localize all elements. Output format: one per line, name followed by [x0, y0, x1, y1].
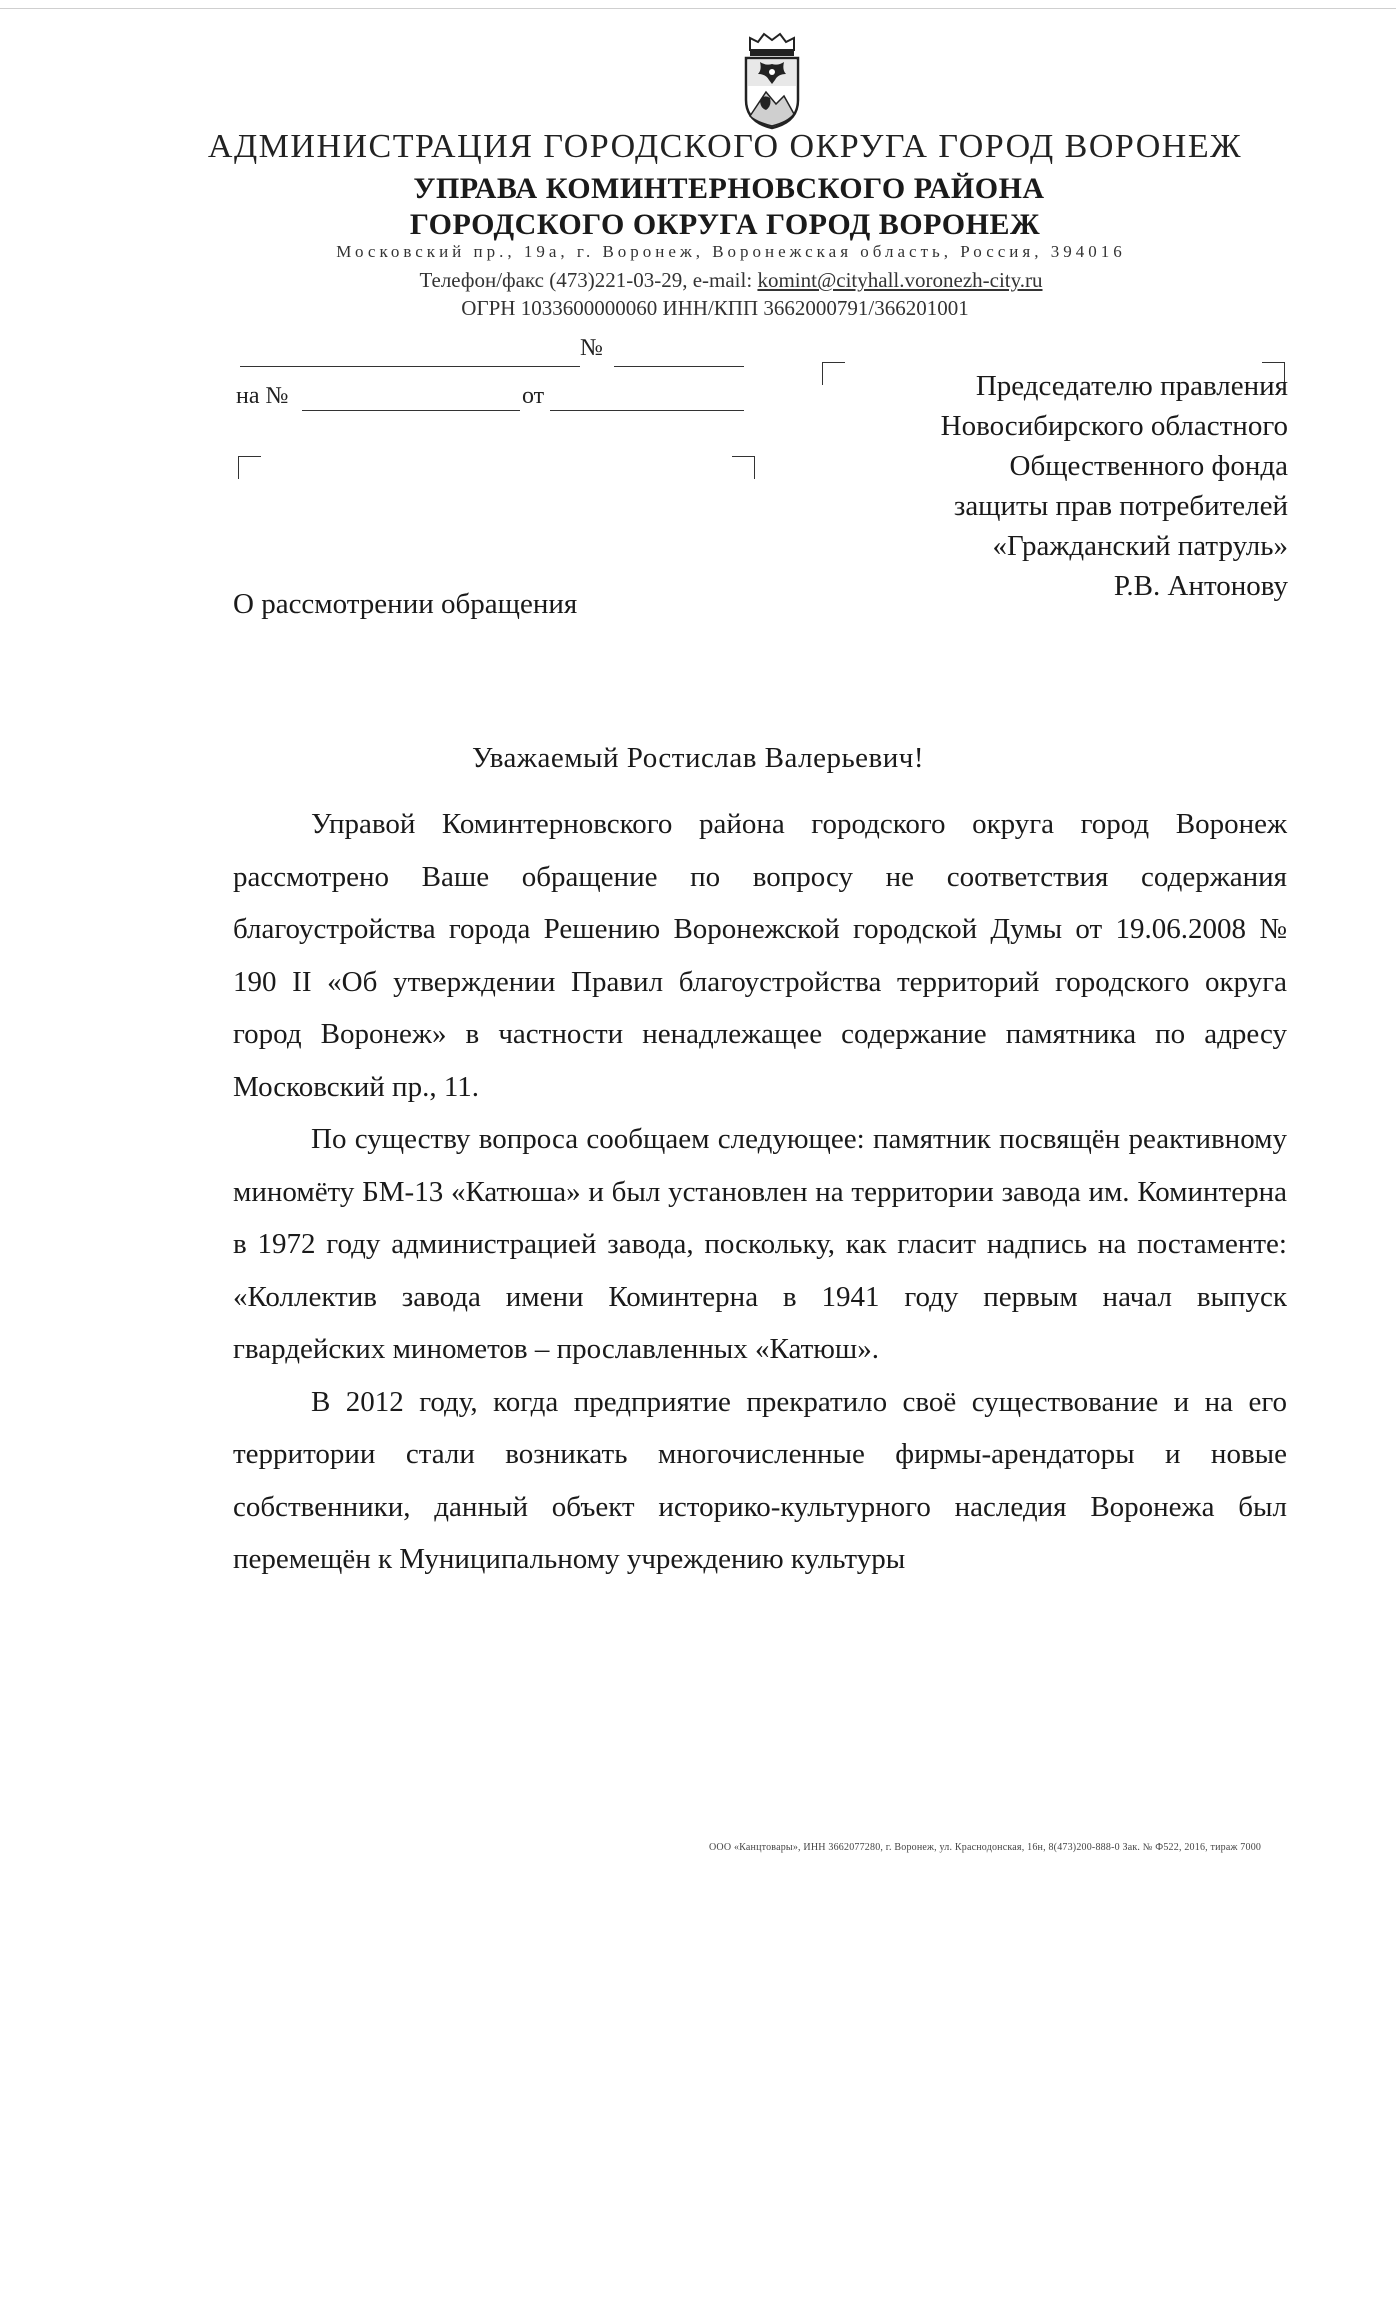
header-ogrn: ОГРН 1033600000060 ИНН/КПП 3662000791/366201001 [461, 296, 969, 320]
header-administration: АДМИНИСТРАЦИЯ ГОРОДСКОГО ОКРУГА ГОРОД ВОРОНЕЖ [207, 128, 1243, 165]
date-field-line [240, 366, 580, 367]
body-paragraph: Управой Коминтерновского района городского округа город Воронеж рассмотрено Ваше обращение по вопросу не соответствия содержания благоустройства города Решению Воронежской городской Думы от 19.06.2008 № 190 II «Об утверждении Правил благоустройства территорий городского округа город Воронеж» в частности ненадлежащее содержание памятника по адресу Московский пр., 11. [233, 808, 1287, 1103]
addressee-name: Р.В. Антонову [1113, 570, 1288, 602]
number-field-line [614, 366, 744, 367]
addressee-block [941, 366, 1288, 606]
printer-imprint: ООО «Канцтовары», ИНН 3662077280, г. Воронеж, ул. Краснодонская, 16н, 8(473)200-888-0 Зак. № Ф522, 2016, тираж 7000 [709, 1842, 1262, 1853]
letter-body [233, 798, 1287, 1586]
bracket-addressee-left [822, 362, 845, 385]
number-label: № [580, 335, 603, 361]
addressee-line: «Гражданский патруль» [992, 530, 1288, 562]
header-email-link[interactable]: komint@cityhall.voronezh-city.ru [757, 268, 1043, 292]
ref-date-line [550, 410, 744, 411]
coat-of-arms-icon [736, 30, 808, 130]
addressee-line: Новосибирского областного [940, 410, 1288, 442]
letter-greeting: Уважаемый Ростислав Валерьевич! [471, 742, 925, 774]
ref-number-line [302, 410, 520, 411]
body-paragraph: В 2012 году, когда предприятие прекратило своё существование и на его территории стали возникать многочисленные фирмы-арендаторы и новые собственники, данный объект историко-культурного наследия Воронежа был перемещён к Муниципальному учреждению культуры [233, 1385, 1287, 1575]
bracket-subject-right [732, 456, 755, 479]
bracket-subject-left [238, 456, 261, 479]
header-uprava-line1: УПРАВА КОМИНТЕРНОВСКОГО РАЙОНА [413, 172, 1045, 205]
addressee-line: Общественного фонда [1009, 450, 1288, 482]
ref-number-label: на № [236, 383, 289, 409]
header-contacts [33, 268, 1396, 293]
scan-edge-line [0, 8, 1396, 9]
body-paragraph: По существу вопроса сообщаем следующее: памятник посвящён реактивному миномёту БМ-13 «Катюша» и был установлен на территории завода им. Коминтерна в 1972 году администрацией завода, поскольку, как гласит надпись на постаменте: «Коллектив завода имени Коминтерна в 1941 году первым начал выпуск гвардейских минометов – прославленных «Катюш». [233, 1123, 1287, 1365]
header-uprava-line2: ГОРОДСКОГО ОКРУГА ГОРОД ВОРОНЕЖ [409, 208, 1041, 241]
letter-subject: О рассмотрении обращения [233, 588, 578, 620]
addressee-line: защиты прав потребителей [953, 490, 1288, 522]
header-phone: Телефон/факс (473)221-03-29, e-mail: [419, 268, 758, 292]
header-address: Московский пр., 19а, г. Воронеж, Воронежская область, Россия, 394016 [336, 242, 1126, 261]
ref-from-label: от [522, 383, 545, 409]
addressee-line: Председателю правления [975, 370, 1288, 402]
